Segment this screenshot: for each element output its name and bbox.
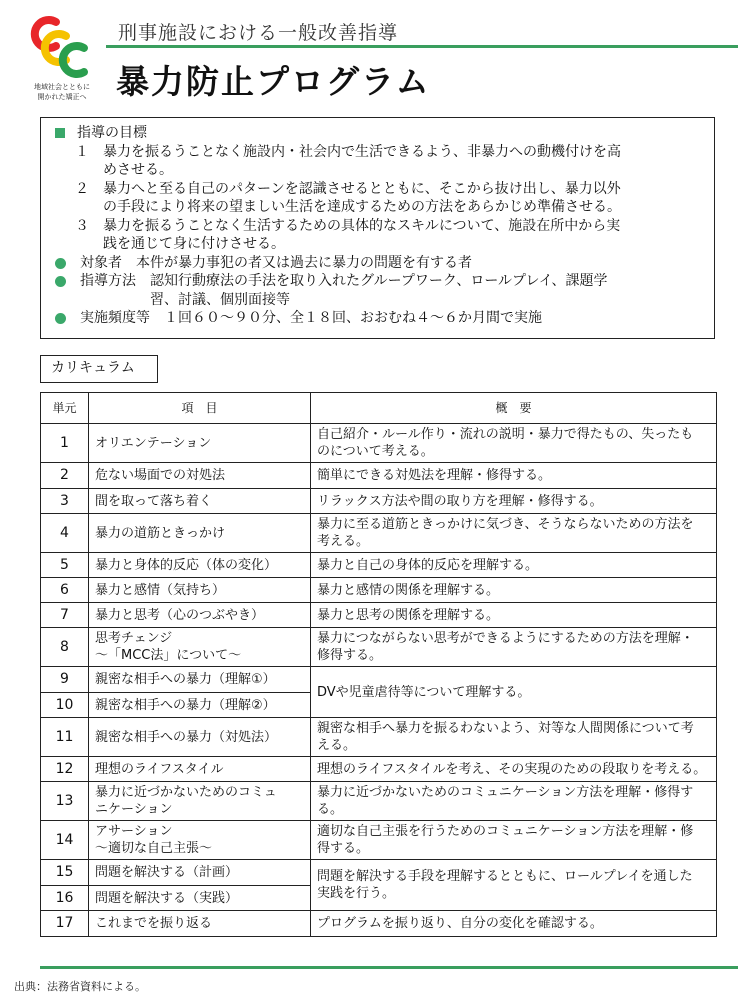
unit-summary xyxy=(311,718,717,757)
unit-summary-line: 問題を解決する手段を理解するとともに、ロールプレイを通した xyxy=(317,869,693,884)
unit-item-line: 暴力の道筋ときっかけ xyxy=(95,525,226,541)
table-row xyxy=(41,553,717,578)
goals-box xyxy=(40,117,715,339)
curriculum-table xyxy=(40,392,717,937)
unit-number: 10 xyxy=(41,693,89,718)
unit-summary-line: える。 xyxy=(317,738,357,753)
header-unit: 単元 xyxy=(41,393,89,424)
goals-heading-label: 指導の目標 xyxy=(77,125,147,141)
unit-item xyxy=(89,693,311,718)
unit-summary xyxy=(311,489,717,514)
header-summary: 概 要 xyxy=(311,393,717,424)
unit-item-line: 親密な相手への暴力（理解①） xyxy=(95,672,276,687)
unit-item-line: アサーション xyxy=(95,824,173,839)
page-subtitle: 刑事施設における一般改善指導 xyxy=(118,22,399,44)
circle-bullet-icon xyxy=(55,258,66,269)
unit-number: 15 xyxy=(41,860,89,886)
unit-number: 3 xyxy=(41,489,89,514)
table-row xyxy=(41,860,717,886)
detail-text-line: １回６０～９０分、全１８回、おおむね４～６か月間で実施 xyxy=(164,310,542,326)
goal-list xyxy=(51,143,704,254)
unit-number: 4 xyxy=(41,514,89,553)
program-details xyxy=(51,254,704,328)
unit-summary-line: 適切な自己主張を行うためのコミュニケーション方法を理解・修 xyxy=(317,824,694,839)
unit-item-line: 思考チェンジ xyxy=(95,631,173,646)
detail-text-line: 習、討議、個別面接等 xyxy=(150,291,290,308)
unit-item xyxy=(89,553,311,578)
table-row xyxy=(41,757,717,782)
unit-item xyxy=(89,628,311,667)
unit-summary-line: 親密な相手へ暴力を振るわないよう、対等な人間関係について考 xyxy=(317,721,694,736)
circle-bullet-icon xyxy=(55,276,66,287)
unit-item-line: 暴力と思考（心のつぶやき） xyxy=(95,607,265,623)
goals-heading xyxy=(51,124,704,143)
unit-summary-line: 暴力につながらない思考ができるようにするための方法を理解・ xyxy=(317,631,694,646)
source-note: 出典：法務省資料による。 xyxy=(14,980,146,993)
unit-item xyxy=(89,578,311,603)
unit-summary xyxy=(311,463,717,489)
table-row xyxy=(41,514,717,553)
goal-item xyxy=(51,180,704,217)
header-item: 項 目 xyxy=(89,393,311,424)
detail-label: 指導方法 xyxy=(80,273,136,289)
unit-summary-line: 自己紹介・ルール作り・流れの説明・暴力で得たもの、失ったも xyxy=(317,427,694,442)
unit-item-line: ニケーション xyxy=(95,802,173,817)
unit-summary-line: 暴力と感情の関係を理解する。 xyxy=(317,582,500,598)
table-row xyxy=(41,578,717,603)
unit-item xyxy=(89,463,311,489)
unit-summary-line: 得する。 xyxy=(317,841,370,856)
table-row xyxy=(41,489,717,514)
unit-number: 7 xyxy=(41,603,89,628)
unit-item xyxy=(89,667,311,693)
unit-summary-line: のについて考える。 xyxy=(317,444,434,459)
unit-item-line: 問題を解決する（実践） xyxy=(95,890,239,906)
unit-summary xyxy=(311,553,717,578)
unit-summary xyxy=(311,911,717,937)
unit-item-line: 親密な相手への暴力（対処法） xyxy=(95,729,278,745)
detail-label: 実施頻度等 xyxy=(80,310,150,326)
unit-item xyxy=(89,424,311,463)
goal-number: １ xyxy=(75,143,89,160)
unit-item-line: 間を取って落ち着く xyxy=(95,493,213,509)
unit-summary-line: る。 xyxy=(317,802,344,817)
table-row xyxy=(41,718,717,757)
unit-summary-line: 理想のライフスタイルを考え、その実現のための段取りを考える。 xyxy=(317,761,707,777)
unit-item-line: 危ない場面での対処法 xyxy=(95,468,226,483)
unit-item xyxy=(89,821,311,860)
logo-caption xyxy=(22,82,102,102)
unit-summary xyxy=(311,603,717,628)
table-row xyxy=(41,628,717,667)
unit-summary-line: 実践を行う。 xyxy=(317,886,396,901)
goal-text-line: めさせる。 xyxy=(103,162,173,178)
goal-text-line: の手段により将来の望ましい生活を達成するための方法をあらかじめ準備させる。 xyxy=(103,199,621,215)
unit-summary xyxy=(311,628,717,667)
detail-text xyxy=(164,309,704,328)
unit-summary-line: DVや児童虐待等について理解する。 xyxy=(317,684,531,700)
unit-summary xyxy=(311,667,717,718)
unit-item-line: 親密な相手への暴力（理解②） xyxy=(95,697,276,713)
table-row xyxy=(41,424,717,463)
header-divider xyxy=(106,45,738,48)
unit-item-line: 問題を解決する（計画） xyxy=(95,865,239,880)
curriculum-label: カリキュラム xyxy=(40,355,158,383)
goal-item xyxy=(51,143,704,180)
footer-divider xyxy=(40,966,738,969)
detail-text xyxy=(150,272,704,309)
unit-item xyxy=(89,886,311,911)
unit-summary-line: プログラムを振り返り、自分の変化を確認する。 xyxy=(317,916,603,931)
goal-number: ２ xyxy=(75,180,89,197)
goal-text xyxy=(103,180,704,217)
logo-c-green xyxy=(63,46,84,74)
unit-summary-line: 簡単にできる対処法を理解・修得する。 xyxy=(317,468,552,483)
goal-text-line: 暴力を振るうことなく施設内・社会内で生活できるよう、非暴力への動機付けを高 xyxy=(103,143,621,160)
unit-number: 11 xyxy=(41,718,89,757)
table-header-row xyxy=(41,393,717,424)
detail-row xyxy=(51,272,704,309)
circle-bullet-icon xyxy=(55,313,66,324)
unit-summary xyxy=(311,782,717,821)
unit-number: 12 xyxy=(41,757,89,782)
unit-summary xyxy=(311,578,717,603)
unit-number: 1 xyxy=(41,424,89,463)
unit-number: 16 xyxy=(41,886,89,911)
unit-number: 17 xyxy=(41,911,89,937)
unit-item xyxy=(89,603,311,628)
unit-summary-line: リラックス方法や間の取り方を理解・修得する。 xyxy=(317,493,603,509)
detail-row xyxy=(51,309,704,328)
unit-item xyxy=(89,782,311,821)
table-row xyxy=(41,911,717,937)
unit-item xyxy=(89,514,311,553)
logo-graphic xyxy=(22,12,102,84)
logo-caption-line-2: 開かれた矯正へ xyxy=(37,93,87,101)
detail-text xyxy=(136,254,704,273)
square-bullet-icon xyxy=(55,128,65,138)
unit-item-line: オリエンテーション xyxy=(95,435,212,451)
unit-item xyxy=(89,718,311,757)
goal-text xyxy=(103,217,704,254)
unit-summary xyxy=(311,860,717,911)
unit-item xyxy=(89,911,311,937)
unit-item xyxy=(89,757,311,782)
table-row xyxy=(41,821,717,860)
detail-label: 対象者 xyxy=(80,254,122,271)
table-row xyxy=(41,463,717,489)
unit-item xyxy=(89,489,311,514)
unit-summary-line: 暴力と思考の関係を理解する。 xyxy=(317,607,500,623)
goal-text-line: 暴力を振るうことなく生活するための具体的なスキルについて、施設在所中から実 xyxy=(103,217,621,234)
goal-number: ３ xyxy=(75,217,89,234)
unit-number: 6 xyxy=(41,578,89,603)
table-row xyxy=(41,603,717,628)
unit-item-line: これまでを振り返る xyxy=(95,916,213,931)
unit-summary xyxy=(311,821,717,860)
goal-text xyxy=(103,143,704,180)
unit-number: 13 xyxy=(41,782,89,821)
unit-item xyxy=(89,860,311,886)
detail-row xyxy=(51,254,704,273)
detail-text-line: 認知行動療法の手法を取り入れたグループワーク、ロールプレイ、課題学 xyxy=(150,273,608,289)
unit-summary xyxy=(311,757,717,782)
unit-item-line: 暴力と感情（気持ち） xyxy=(95,582,226,598)
unit-summary-line: 修得する。 xyxy=(317,648,383,663)
logo-caption-line-1: 地域社会とともに xyxy=(34,83,90,91)
goal-item xyxy=(51,217,704,254)
page-title: 暴力防止プログラム xyxy=(116,62,431,101)
unit-summary-line: 考える。 xyxy=(317,534,370,549)
unit-item-line: ～適切な自己主張～ xyxy=(95,841,213,856)
unit-summary-line: 暴力に近づかないためのコミュニケーション方法を理解・修得す xyxy=(317,785,694,800)
unit-number: 9 xyxy=(41,667,89,693)
unit-number: 5 xyxy=(41,553,89,578)
table-row xyxy=(41,782,717,821)
unit-summary-line: 暴力に至る道筋ときっかけに気づき、そうならないための方法を xyxy=(317,517,694,532)
unit-summary-line: 暴力と自己の身体的反応を理解する。 xyxy=(317,557,539,573)
unit-number: 2 xyxy=(41,463,89,489)
unit-number: 8 xyxy=(41,628,89,667)
goal-text-line: 暴力へと至る自己のパターンを認識させるとともに、そこから抜け出し、暴力以外 xyxy=(103,180,621,197)
goal-text-line: 践を通じて身に付けさせる。 xyxy=(103,236,285,252)
table-row xyxy=(41,667,717,693)
unit-summary xyxy=(311,514,717,553)
detail-text-line: 本件が暴力事犯の者又は過去に暴力の問題を有する者 xyxy=(136,254,472,271)
unit-summary xyxy=(311,424,717,463)
unit-item-line: ～「MCC法」について～ xyxy=(95,648,242,663)
unit-item-line: 暴力に近づかないためのコミュ xyxy=(95,785,277,800)
unit-item-line: 暴力と身体的反応（体の変化） xyxy=(95,557,278,573)
unit-item-line: 理想のライフスタイル xyxy=(95,761,224,777)
unit-number: 14 xyxy=(41,821,89,860)
